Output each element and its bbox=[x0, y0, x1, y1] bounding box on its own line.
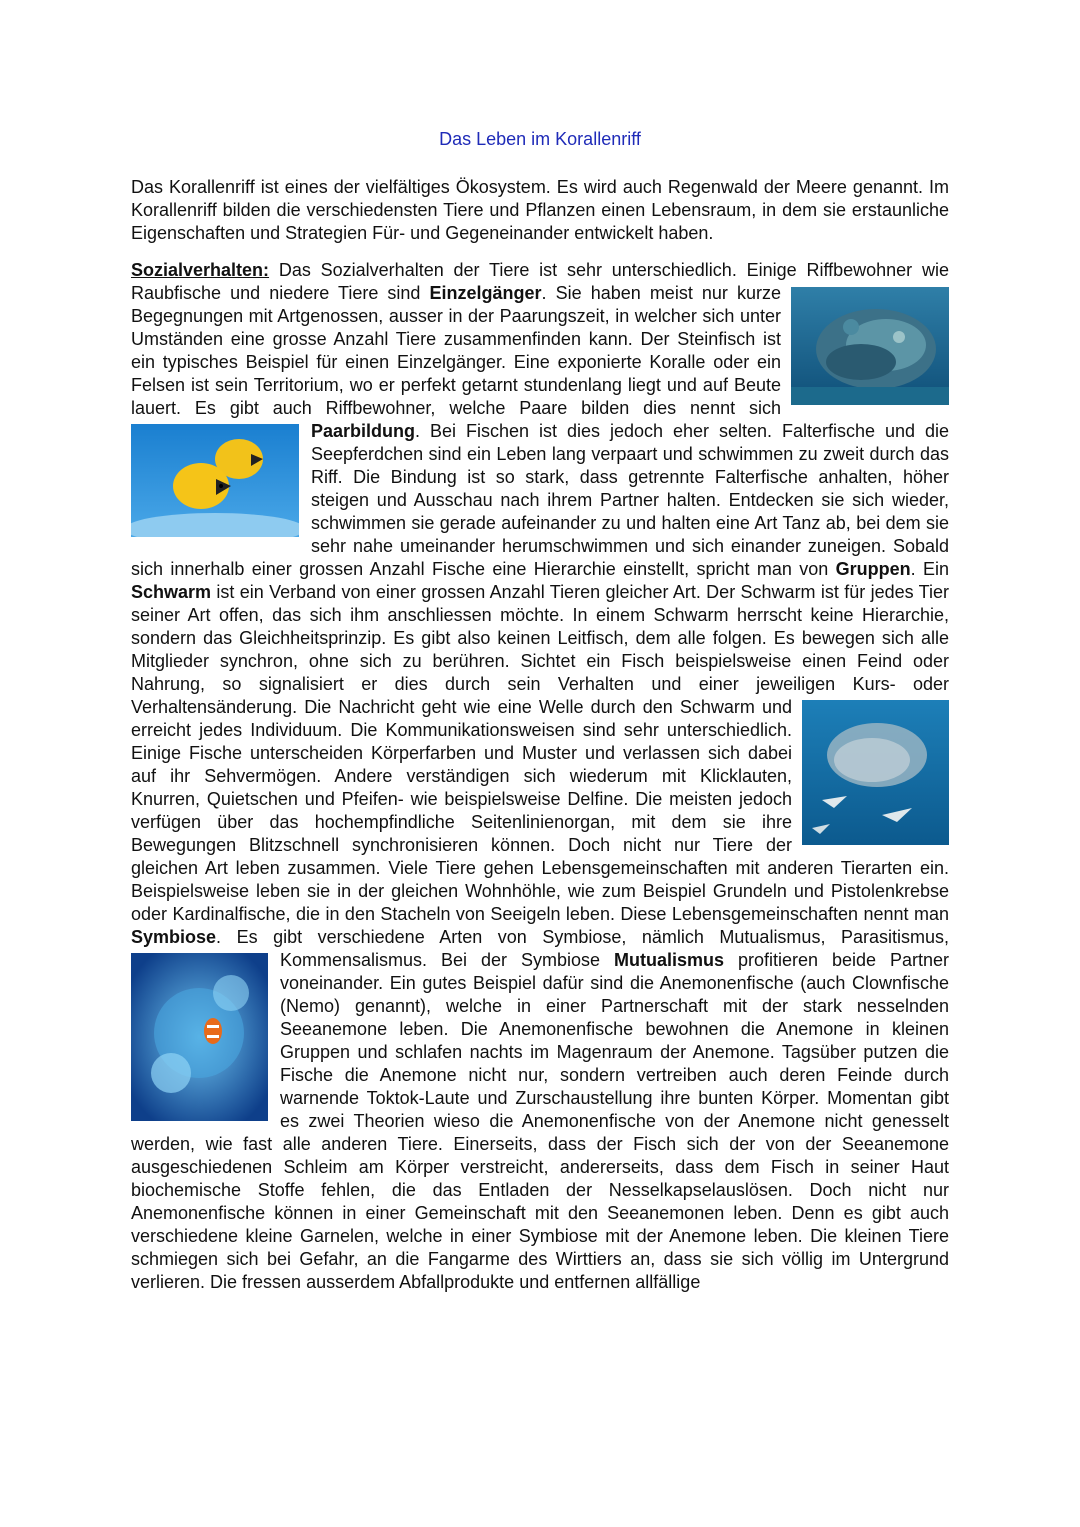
term-schwarm: Schwarm bbox=[131, 582, 212, 602]
document-title: Das Leben im Korallenriff bbox=[439, 129, 641, 149]
text-run: Welle durch den Schwarm und erreicht jedes Individuum. Die Kommunikationsweisen sind sehr unterschiedlich. Einige Fische unterscheiden Körperfarben und Muster und verlassen sich dabei auf ihr Sehvermögen. Andere verständigen sich wiederum mit Klicklauten, Knurren, Quietschen und Pfeifen- wie beispielsweise Delfine. Die meisten jedoch verfügen über das hochempfindliche Seitenlinienorgan, mit dem sie ihre Bewegungen Blitzschnell synchronisieren können. Doch nicht nur Tiere der gleichen Art leben zusammen. Viele Tiere gehen Lebensgemeinschaften mit anderen Tierarten ein. Beispielsweise leben sie in der gleichen Wohnhöhle, wie zum Beispiel Grundeln und Pistolenkrebse oder Kardinalfische, die in den Stacheln von Seeigeln leben. Diese Lebensgemeinschaften nennt man bbox=[131, 697, 949, 924]
term-paarbildung: Paarbildung bbox=[311, 421, 416, 441]
body-paragraph bbox=[131, 259, 949, 1294]
text-run: profitieren beide Partner voneinander. Ein gutes Beispiel dafür sind die Anemonenfische (auch Clownfische (Nemo) genannt), welche in einer Partnerschaft mit der stark nesselnden Seeanemone leben. Die Anemonenfische bewohnen die Anemone in kleinen Gruppen und schlafen nachts im Magenraum der Anemone. Tagsüber putzen die Fische die Anemone nicht nur, sondern vertreiben auch deren Feinde durch warnende Toktok-Laute und Zurschaustellung ihre bunten Körper. Momentan gibt es zwei Theorien wieso die Anemonenfische von der Anemone nicht genesselt werden, wie fast alle anderen Tiere. Einerseits, dass der Fisch sich der von der Seeanemone ausgeschiedenen Schleim am Körper verstreicht, andererseits, dass dem Fisch in seiner Haut biochemische Stoffe fehlen, die das Entladen der Nesselkapselauslösen. Doch nicht nur Anemonenfische können in einer Gemeinschaft mit den Seeanemonen leben. Denn es gibt auch verschiedene kleine Garnelen, welche in einer Symbiose mit der Anemone leben. Die kleinen Tiere schmiegen sich bei Gefahr, an die Fangarme des Wirttiers an, dass sie sich völlig im Untergrund verlieren. Die fressen ausserdem Abfallprodukte und entfernen allfällige bbox=[131, 950, 949, 1292]
term-mutualismus: Mutualismus bbox=[613, 950, 724, 970]
text-run: . Sie haben meist nur kurze Begegnungen mit Artgenossen, ausser in der Paarungszeit, in welcher sich unter Umständen eine grosse Anzahl Tiere zusammenfinden kann. Der Steinfisch ist ein typisches Beispiel für einen Einzelgänger. Eine exponierte Koralle oder ein Felsen ist sein Territorium, wo er perfekt getarnt stundenlang liegt und auf Beute lauert. Es gibt auch Riffbewohner, welche Paare bilden dies nennt sich bbox=[131, 283, 781, 418]
text-run: . Bei Fischen ist dies jedoch eher selten. Falterfische und die Seepferdchen sind ein Leben lang verpaart und schwimmen zu zweit durch das Riff. Die Bindung ist so stark, dass getrennte Falterfische anhalten, höher steigen und Ausschau nach ihrem Partner halten. Entdecken sie sich wieder, schwimmen sie gerade aufeinander zu und halten eine Art Tanz ab, bei dem sie sehr nahe umeinander herumschwimmen und sich einander zuneigen. Sobald sich innerhalb einer grossen Anzahl Fische eine Hierarchie einstellt, spricht man von bbox=[131, 421, 949, 579]
butterflyfish-image bbox=[131, 424, 299, 537]
text-run: . Ein bbox=[910, 559, 949, 579]
fish-school-image bbox=[802, 700, 949, 845]
anemone-image bbox=[131, 953, 268, 1121]
document-page bbox=[131, 128, 949, 1294]
term-einzelganger: Einzelgänger bbox=[429, 283, 542, 303]
text-run: ist ein Verband von einer grossen Anzahl Tieren gleicher Art. Der Schwarm ist für jedes Tier seiner Art offen, das sich ihm anschliessen möchte. In einem Schwarm herrscht keine Hierarchie, sondern das Gleichheitsprinzip. Es gibt also keinen Leitfisch, dem alle folgen. Es bewegen sich alle Mitglieder synchron, ohne sich zu berühren. Sichtet ein Fisch beispielsweise einen Feind oder Nahrung, so signalisiert er dies durch sein Verhalten und einer jeweiligen Kurs- oder Verhaltensänderung. Die Nachricht geht wie eine bbox=[131, 582, 949, 717]
term-gruppen: Gruppen bbox=[835, 559, 911, 579]
section-heading: Sozialverhalten: bbox=[131, 260, 270, 280]
text-run: . Es gibt verschiedene Arten von Symbiose, nämlich Mutualismus, Parasitismus, Kommensalismus. Bei der Symbiose bbox=[216, 927, 949, 970]
text-run: Das Sozialverhalten der Tiere ist sehr unterschiedlich. Einige Riffbewohner wie Raubfische und niedere Tiere sind bbox=[131, 260, 949, 303]
stonefish-image bbox=[791, 287, 949, 405]
intro-paragraph: Das Korallenriff ist eines der vielfältiges Ökosystem. Es wird auch Regenwald der Meere genannt. Im Korallenriff bilden die verschiedensten Tiere und Pflanzen einen Lebensraum, in dem sie erstaunliche Eigenschaften und Strategien Für- und Gegeneinander entwickelt haben. bbox=[131, 177, 949, 243]
term-symbiose: Symbiose bbox=[131, 927, 217, 947]
